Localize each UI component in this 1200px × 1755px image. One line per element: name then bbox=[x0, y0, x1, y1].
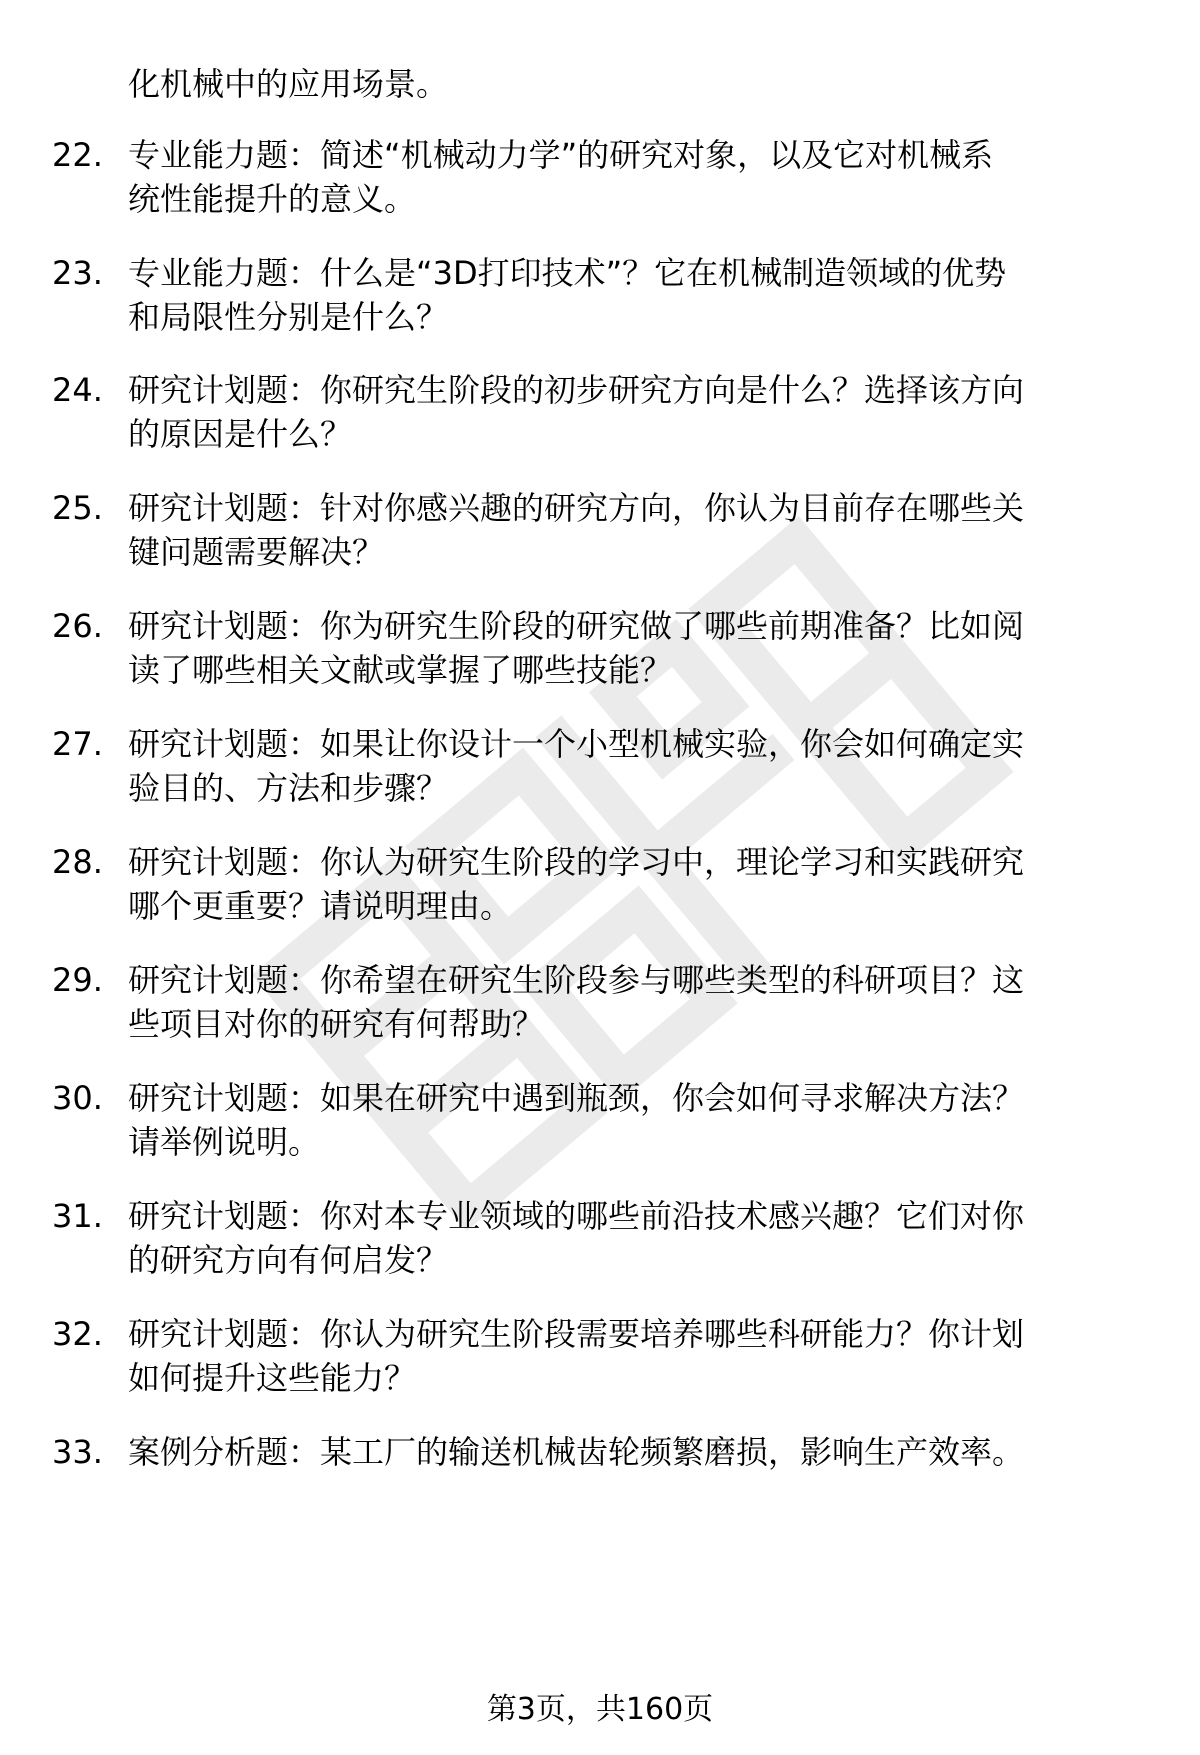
question-item bbox=[0, 486, 1200, 582]
question-text bbox=[128, 604, 1148, 692]
question-line: 些项目对你的研究有何帮助？ bbox=[128, 1005, 545, 1043]
question-number: 29. bbox=[52, 961, 103, 999]
continuation-line: 化机械中的应用场景。 bbox=[128, 65, 449, 103]
question-line: 验目的、方法和步骤？ bbox=[128, 769, 449, 807]
question-number: 28. bbox=[52, 843, 103, 881]
question-line: 研究计划题：如果让你设计一个小型机械实验，你会如何确定实 bbox=[128, 725, 1025, 763]
question-text bbox=[128, 486, 1148, 574]
page-footer: 第3页，共160页 bbox=[486, 1692, 714, 1727]
question-line: 如何提升这些能力？ bbox=[128, 1359, 417, 1397]
question-line: 研究计划题：你对本专业领域的哪些前沿技术感兴趣？它们对你 bbox=[128, 1197, 1025, 1235]
question-text bbox=[128, 368, 1148, 456]
question-number: 33. bbox=[52, 1433, 103, 1471]
question-number: 31. bbox=[52, 1197, 103, 1235]
question-item bbox=[0, 368, 1200, 464]
question-line: 读了哪些相关文献或掌握了哪些技能？ bbox=[128, 651, 673, 689]
question-number: 22. bbox=[52, 136, 103, 174]
question-text bbox=[128, 722, 1148, 810]
question-line: 统性能提升的意义。 bbox=[128, 180, 417, 218]
question-item bbox=[0, 1194, 1200, 1290]
question-item bbox=[0, 251, 1200, 347]
question-number: 23. bbox=[52, 254, 103, 292]
question-line: 专业能力题：简述“机械动力学”的研究对象，以及它对机械系 bbox=[128, 136, 994, 174]
question-item bbox=[0, 133, 1200, 229]
question-line: 研究计划题：如果在研究中遇到瓶颈，你会如何寻求解决方法？ bbox=[128, 1079, 1025, 1117]
question-line: 和局限性分别是什么？ bbox=[128, 298, 449, 336]
question-number: 32. bbox=[52, 1315, 103, 1353]
question-line: 研究计划题：你为研究生阶段的研究做了哪些前期准备？比如阅 bbox=[128, 607, 1025, 645]
question-item bbox=[0, 604, 1200, 700]
question-text bbox=[128, 133, 1148, 221]
question-text bbox=[128, 1194, 1148, 1282]
question-line: 的研究方向有何启发？ bbox=[128, 1241, 449, 1279]
question-number: 30. bbox=[52, 1079, 103, 1117]
question-line: 研究计划题：你认为研究生阶段的学习中，理论学习和实践研究 bbox=[128, 843, 1025, 881]
question-item bbox=[0, 958, 1200, 1054]
question-line: 研究计划题：你认为研究生阶段需要培养哪些科研能力？你计划 bbox=[128, 1315, 1025, 1353]
question-line: 研究计划题：你希望在研究生阶段参与哪些类型的科研项目？这 bbox=[128, 961, 1025, 999]
question-number: 27. bbox=[52, 725, 103, 763]
question-text bbox=[128, 251, 1148, 339]
question-line: 研究计划题：你研究生阶段的初步研究方向是什么？选择该方向 bbox=[128, 371, 1025, 409]
question-line: 请举例说明。 bbox=[128, 1123, 321, 1161]
question-text bbox=[128, 958, 1148, 1046]
question-item bbox=[0, 722, 1200, 818]
question-number: 25. bbox=[52, 489, 103, 527]
question-text bbox=[128, 1430, 1148, 1474]
question-item bbox=[0, 1076, 1200, 1172]
question-item bbox=[0, 840, 1200, 936]
question-line: 专业能力题：什么是“3D打印技术”？它在机械制造领域的优势 bbox=[128, 254, 1007, 292]
question-line: 研究计划题：针对你感兴趣的研究方向，你认为目前存在哪些关 bbox=[128, 489, 1025, 527]
question-number: 24. bbox=[52, 371, 103, 409]
question-number: 26. bbox=[52, 607, 103, 645]
question-line: 哪个更重要？请说明理由。 bbox=[128, 887, 513, 925]
question-text bbox=[128, 1312, 1148, 1400]
question-text bbox=[128, 840, 1148, 928]
question-line: 案例分析题：某工厂的输送机械齿轮频繁磨损，影响生产效率。 bbox=[128, 1433, 1025, 1471]
question-item bbox=[0, 1312, 1200, 1408]
question-line: 键问题需要解决？ bbox=[128, 533, 385, 571]
question-line: 的原因是什么？ bbox=[128, 415, 353, 453]
question-text bbox=[128, 1076, 1148, 1164]
question-item bbox=[0, 1430, 1200, 1526]
